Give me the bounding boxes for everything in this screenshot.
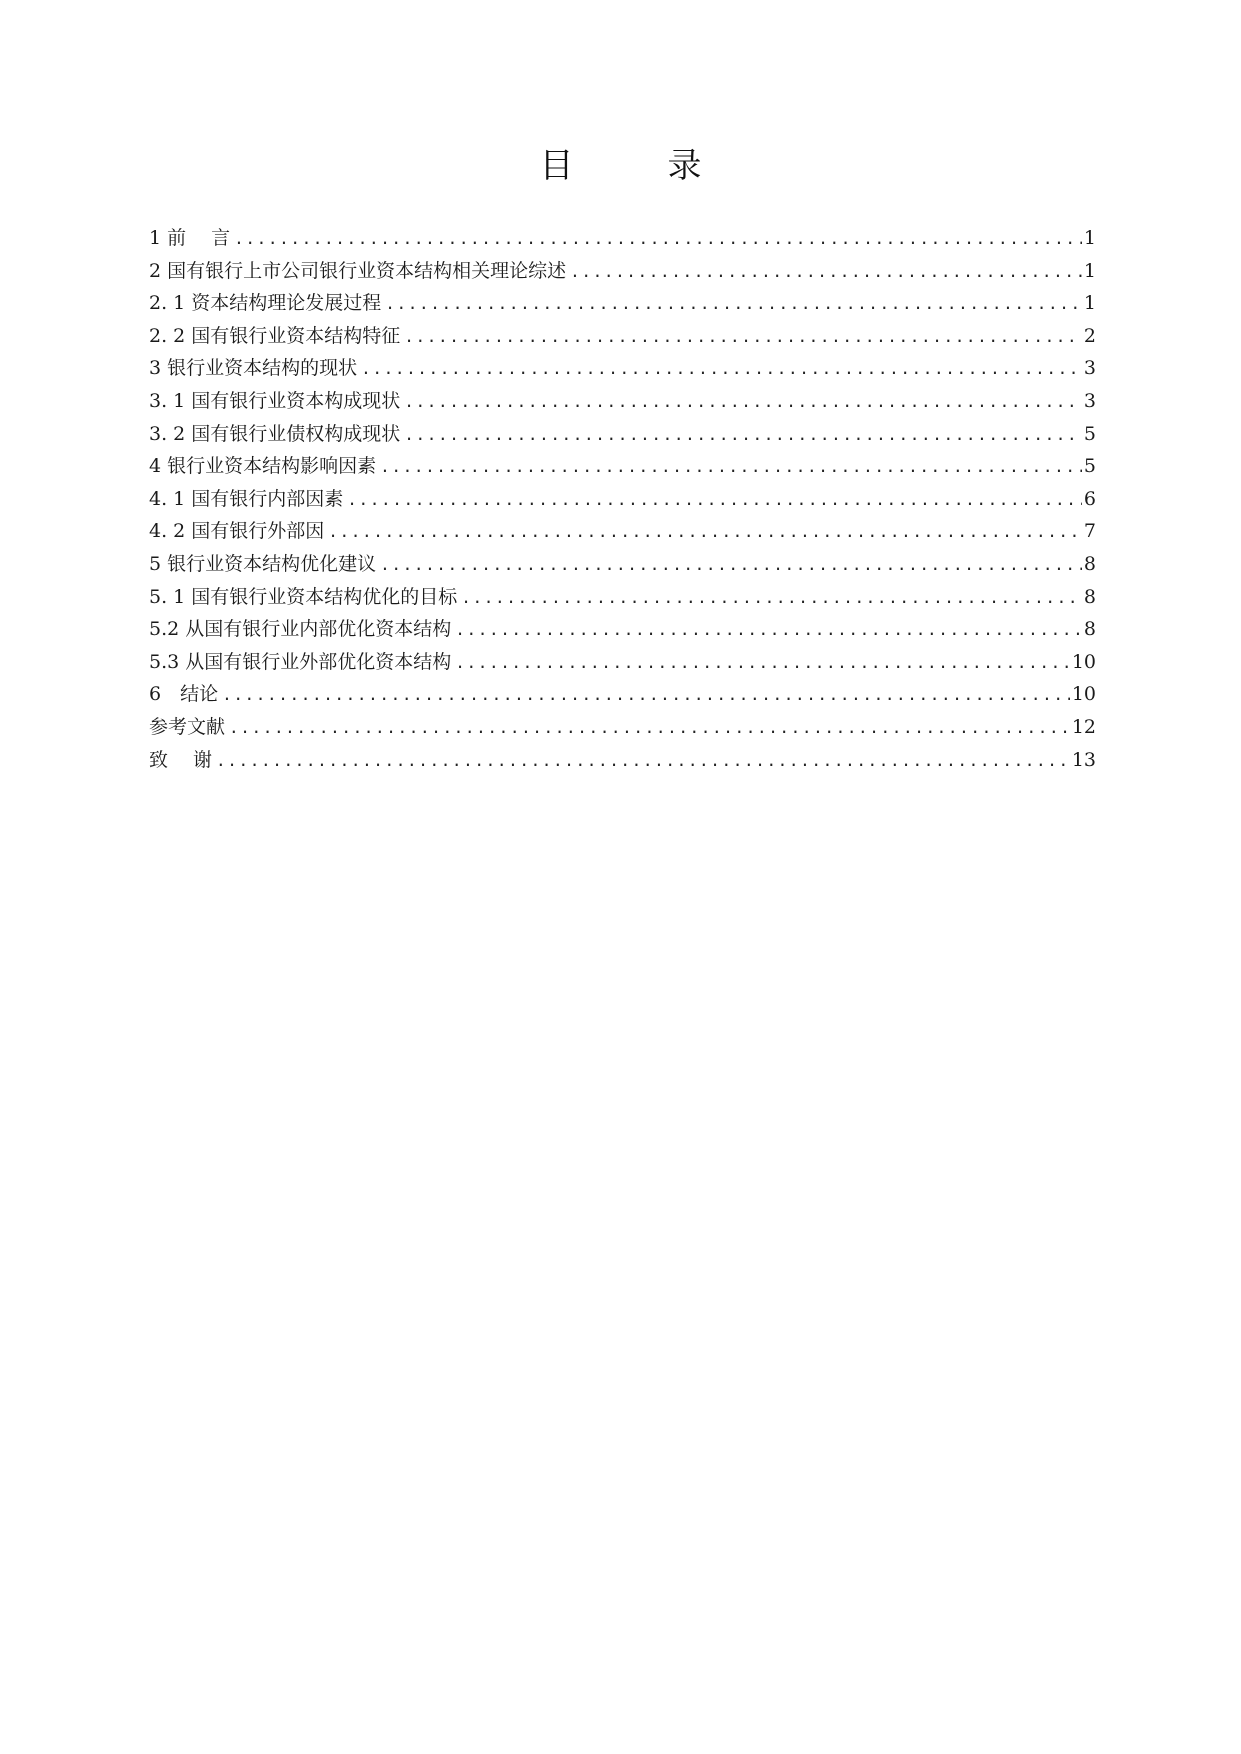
toc-entry-label: 2. 1 资本结构理论发展过程 bbox=[149, 287, 385, 320]
toc-entry-page-number: 8 bbox=[1083, 585, 1096, 608]
toc-dot-leader bbox=[222, 679, 1070, 712]
toc-dot-leader bbox=[404, 419, 1082, 452]
toc-entry-page-number: 12 bbox=[1071, 715, 1096, 738]
toc-entry-label: 1 前 言 bbox=[149, 222, 234, 255]
toc-entry[interactable] bbox=[149, 320, 1096, 353]
toc-dot-leader bbox=[229, 712, 1070, 745]
toc-dot-leader bbox=[404, 321, 1082, 354]
toc-entry-page-number: 7 bbox=[1083, 520, 1096, 543]
toc-entry[interactable] bbox=[149, 711, 1096, 744]
toc-dot-leader bbox=[234, 223, 1082, 256]
toc-dot-leader bbox=[361, 353, 1082, 386]
toc-entry-page-number: 3 bbox=[1083, 389, 1096, 412]
toc-dot-leader bbox=[404, 386, 1082, 419]
toc-entry[interactable] bbox=[149, 287, 1096, 320]
toc-entry[interactable] bbox=[149, 385, 1096, 418]
toc-entry[interactable] bbox=[149, 418, 1096, 451]
toc-entry[interactable] bbox=[149, 581, 1096, 614]
toc-entry-label: 6 结论 bbox=[149, 678, 222, 711]
page-title: 目 录 bbox=[539, 146, 732, 186]
toc-entry[interactable] bbox=[149, 352, 1096, 385]
toc-entry-page-number: 13 bbox=[1071, 748, 1096, 771]
toc-entry-page-number: 1 bbox=[1083, 227, 1096, 249]
toc-entry-label: 2 国有银行上市公司银行业资本结构相关理论综述 bbox=[149, 255, 570, 288]
toc-entry-page-number: 3 bbox=[1083, 357, 1096, 380]
toc-entry-label: 4. 2 国有银行外部因 bbox=[149, 515, 328, 548]
toc-entry-page-number: 8 bbox=[1083, 618, 1096, 641]
toc-entry-label: 3 银行业资本结构的现状 bbox=[149, 352, 361, 385]
toc-entry-label: 5 银行业资本结构优化建议 bbox=[149, 548, 380, 581]
toc-entry[interactable] bbox=[149, 613, 1096, 646]
toc-dot-leader bbox=[347, 484, 1082, 517]
toc-dot-leader bbox=[455, 647, 1070, 680]
toc-entry-page-number: 1 bbox=[1083, 259, 1096, 282]
toc-dot-leader bbox=[455, 614, 1082, 647]
table-of-contents bbox=[149, 222, 1096, 776]
toc-entry-label: 3. 2 国有银行业债权构成现状 bbox=[149, 418, 404, 451]
toc-dot-leader bbox=[380, 549, 1082, 582]
toc-dot-leader bbox=[570, 256, 1082, 289]
toc-entry[interactable] bbox=[149, 222, 1096, 255]
toc-entry-label: 5.3 从国有银行业外部优化资本结构 bbox=[149, 646, 455, 679]
toc-entry[interactable] bbox=[149, 483, 1096, 516]
toc-entry-label: 致 谢 bbox=[149, 744, 216, 777]
toc-dot-leader bbox=[216, 745, 1070, 778]
toc-entry-label: 3. 1 国有银行业资本构成现状 bbox=[149, 385, 404, 418]
toc-entry-label: 5. 1 国有银行业资本结构优化的目标 bbox=[149, 581, 461, 614]
toc-entry-label: 2. 2 国有银行业资本结构特征 bbox=[149, 320, 404, 353]
toc-entry-page-number: 1 bbox=[1083, 292, 1096, 315]
toc-entry[interactable] bbox=[149, 255, 1096, 288]
toc-entry[interactable] bbox=[149, 744, 1096, 777]
toc-entry-page-number: 5 bbox=[1083, 422, 1096, 445]
toc-entry-page-number: 8 bbox=[1083, 552, 1096, 575]
toc-entry[interactable] bbox=[149, 646, 1096, 679]
toc-entry-page-number: 10 bbox=[1071, 650, 1096, 673]
toc-entry[interactable] bbox=[149, 678, 1096, 711]
toc-entry[interactable] bbox=[149, 548, 1096, 581]
toc-dot-leader bbox=[380, 451, 1082, 484]
toc-entry[interactable] bbox=[149, 450, 1096, 483]
toc-entry-label: 4. 1 国有银行内部因素 bbox=[149, 483, 347, 516]
toc-dot-leader bbox=[385, 288, 1082, 321]
toc-entry-label: 4 银行业资本结构影响因素 bbox=[149, 450, 380, 483]
toc-dot-leader bbox=[461, 582, 1082, 615]
toc-entry-label: 5.2 从国有银行业内部优化资本结构 bbox=[149, 613, 455, 646]
toc-entry-page-number: 6 bbox=[1083, 487, 1096, 510]
toc-entry-page-number: 10 bbox=[1071, 683, 1096, 706]
toc-entry-page-number: 5 bbox=[1083, 455, 1096, 478]
toc-entry-page-number: 2 bbox=[1083, 324, 1096, 347]
toc-entry-label: 参考文献 bbox=[149, 711, 229, 744]
toc-entry[interactable] bbox=[149, 515, 1096, 548]
toc-dot-leader bbox=[328, 516, 1082, 549]
